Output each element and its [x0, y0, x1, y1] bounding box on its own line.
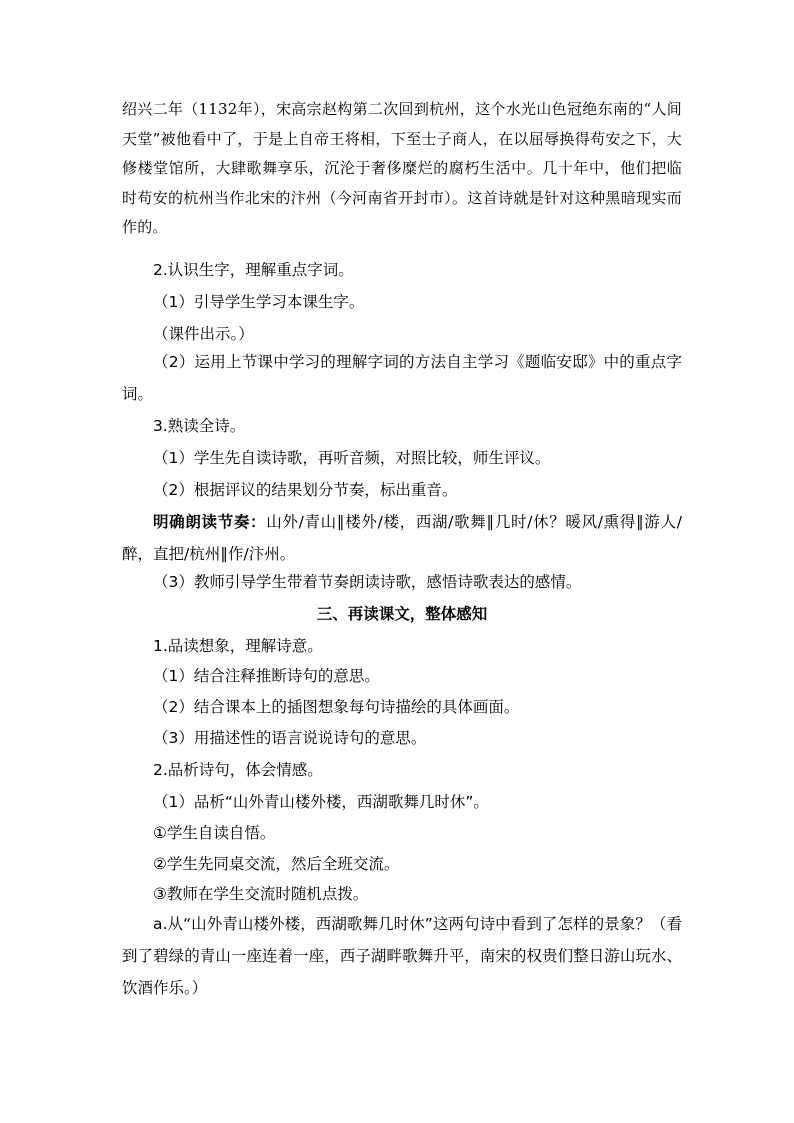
- list-item: （2）运用上节课中学习的理解字词的方法自主学习《题临安邸》中的重点字词。: [122, 353, 682, 403]
- list-item: ③教师在学生交流时随机点拨。: [153, 885, 369, 903]
- list-item: （3）教师引导学生带着节奏朗读诗歌，感悟诗歌表达的感情。: [153, 573, 582, 591]
- intro-paragraph: 绍兴二年（1132年），宋高宗赵构第二次回到杭州，这个水光山色冠绝东南的“人间天堂”被他看中了，于是上自帝王将相，下至士子商人，在以屈辱换得苟安之下，大修楼堂馆所，大肆歌舞享乐，沉沦于奢侈糜烂的腐朽生活中。几十年中，他们把临时苟安的杭州当作北宋的汴州（今河南省开封市）。这首诗就是针对这种黑暗现实而作的。: [122, 100, 682, 237]
- list-item: （3）用描述性的语言说说诗句的意思。: [153, 729, 427, 747]
- list-item: 3.熟读全诗。: [153, 417, 246, 435]
- reading-rhythm-lead: 明确朗读节奏：: [153, 513, 267, 531]
- list-item: （1）品析“山外青山楼外楼，西湖歌舞几时休”。: [153, 793, 489, 811]
- list-item: 2.认识生字，理解重点字词。: [153, 261, 354, 279]
- list-item: （2）根据评议的结果划分节奏，标出重音。: [153, 481, 458, 499]
- list-item: （课件出示。）: [153, 325, 254, 343]
- reading-rhythm-paragraph: [122, 506, 682, 570]
- list-item: （1）结合注释推断诗句的意思。: [153, 667, 380, 685]
- list-item: （1）引导学生学习本课生字。: [153, 293, 365, 311]
- list-item: 2.品析诗句，体会情感。: [153, 761, 323, 779]
- list-item: a.从“山外青山楼外楼，西湖歌舞几时休”这两句诗中看到了怎样的景象？（看到了碧绿的青山一座连着一座，西子湖畔歌舞升平，南宋的权贵们整日游山玩水、饮酒作乐。）: [122, 915, 682, 997]
- reading-rhythm-text: 山外/青山∥楼外/楼，西湖/歌舞∥几时/休？暖风/熏得∥游人/醉，直把/杭州∥作/汴州。: [122, 513, 682, 563]
- list-item: ①学生自读自悟。: [153, 824, 276, 842]
- list-item: ②学生先同桌交流，然后全班交流。: [153, 855, 400, 873]
- list-item: （1）学生先自读诗歌，再听音频，对照比较，师生评议。: [153, 449, 551, 467]
- list-item: 1.品读想象，理解诗意。: [153, 637, 323, 655]
- list-item: （2）结合课本上的插图想象每句诗描绘的具体画面。: [153, 698, 520, 716]
- section-heading: 三、再读课文，整体感知: [316, 605, 488, 623]
